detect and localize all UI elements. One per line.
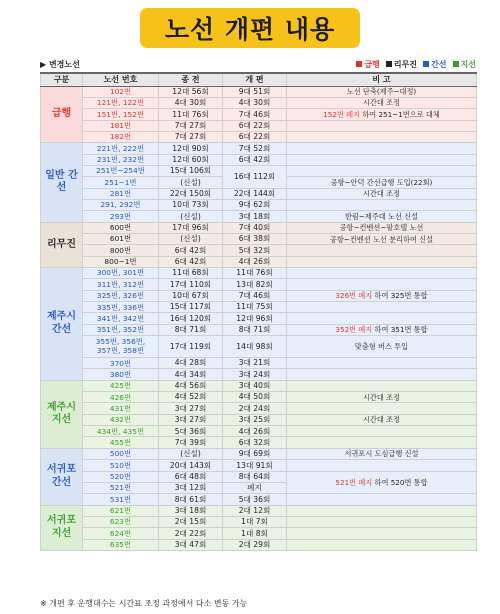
table-row (41, 448, 477, 459)
remarks-cell (287, 120, 477, 131)
before-cell: (신설) (159, 211, 223, 222)
before-cell: 15대 117회 (159, 302, 223, 313)
after-cell: 폐지 (223, 482, 287, 493)
remarks-rest: 하여 251~1번으로 대체 (360, 109, 440, 119)
before-cell: 4대 52회 (159, 392, 223, 403)
route-number-cell: 121번, 122번 (83, 97, 159, 108)
header-route-number: 노선 번호 (83, 73, 159, 86)
route-number-cell: 291, 292번 (83, 199, 159, 210)
remarks-cell (287, 426, 477, 437)
route-number-cell: 426번 (83, 392, 159, 403)
before-cell: 17대 96회 (159, 222, 223, 233)
after-cell: 3대 24회 (223, 369, 287, 380)
route-number-cell: 531번 (83, 494, 159, 505)
after-cell: 22대 144회 (223, 188, 287, 199)
before-cell: 22대 150회 (159, 188, 223, 199)
legend-label: 리무진 (393, 59, 418, 69)
route-number-cell: 521번 (83, 482, 159, 493)
after-cell: 4대 26회 (223, 426, 287, 437)
table-row (41, 460, 477, 471)
remarks-cell (287, 154, 477, 165)
remarks-cell (287, 505, 477, 516)
remarks-cell: 시간대 조정 (287, 392, 477, 403)
remarks-rest: 하여 351번 통합 (372, 325, 428, 335)
after-cell: 6대 22회 (223, 120, 287, 131)
legend-item (453, 59, 476, 70)
after-cell: 2대 29회 (223, 539, 287, 550)
table-row (41, 516, 477, 527)
remarks-cell (287, 460, 477, 471)
remarks-highlight: 326번 폐지 (335, 291, 373, 301)
table-row (41, 211, 477, 222)
legend-item (386, 59, 417, 70)
after-cell: 7대 46회 (223, 290, 287, 301)
after-cell: 7대 46회 (223, 109, 287, 120)
before-cell: 17대 119회 (159, 336, 223, 358)
remarks-cell (287, 165, 477, 176)
table-row (41, 471, 477, 482)
route-number-cell (83, 336, 159, 358)
before-cell: 7대 39회 (159, 437, 223, 448)
after-cell: 11대 75회 (223, 302, 287, 313)
remarks-cell (287, 302, 477, 313)
table-row (41, 120, 477, 131)
after-cell: 4대 50회 (223, 392, 287, 403)
table-row (41, 426, 477, 437)
after-cell: 6대 38회 (223, 233, 287, 244)
table-row (41, 268, 477, 279)
table-row (41, 369, 477, 380)
table-row (41, 233, 477, 244)
remarks-cell: 노선 단축(제주~대정) (287, 86, 477, 97)
remarks-highlight: 352번 폐지 (335, 325, 373, 335)
group-label-jejugan: 제주시 간선 (41, 268, 83, 381)
table-row (41, 86, 477, 97)
remarks-cell (287, 199, 477, 210)
before-cell: 8대 71회 (159, 324, 223, 335)
route-number-cell: 102번 (83, 86, 159, 97)
legend-swatch (356, 61, 362, 67)
before-cell: 12대 90회 (159, 143, 223, 154)
legend-item (356, 59, 379, 70)
before-cell: 12대 56회 (159, 86, 223, 97)
route-number-cell: 624번 (83, 528, 159, 539)
table-row (41, 437, 477, 448)
group-label-seogan: 서귀포 간선 (41, 448, 83, 505)
remarks-cell (287, 143, 477, 154)
remarks-cell: 시간대 조정 (287, 188, 477, 199)
before-cell: 6대 48회 (159, 471, 223, 482)
route-number-cell: 800~1번 (83, 256, 159, 267)
header-before: 종 전 (159, 73, 223, 86)
before-cell: 12대 60회 (159, 154, 223, 165)
after-cell: 1대 7회 (223, 516, 287, 527)
before-cell: 15대 106회 (159, 165, 223, 176)
route-number-cell: 510번 (83, 460, 159, 471)
route-number-cell: 425번 (83, 380, 159, 391)
route-number-cell: 281번 (83, 188, 159, 199)
table-row (41, 336, 477, 358)
remarks-cell (287, 358, 477, 369)
route-number-cell: 335번, 336번 (83, 302, 159, 313)
remarks-cell: 공항~컨벤션 노선 분리하여 신설 (287, 233, 477, 244)
table-row (41, 199, 477, 210)
after-cell: 3대 21회 (223, 358, 287, 369)
table-row (41, 245, 477, 256)
group-label-express: 급행 (41, 86, 83, 143)
route-number-cell: 251~1번 (83, 177, 159, 188)
remarks-cell: 한림~제주대 노선 신설 (287, 211, 477, 222)
remarks-cell (287, 313, 477, 324)
before-cell: 4대 56회 (159, 380, 223, 391)
after-cell: 2대 12회 (223, 505, 287, 516)
table-row (41, 505, 477, 516)
after-cell: 9대 69회 (223, 448, 287, 459)
before-cell: 3대 27회 (159, 403, 223, 414)
legend (356, 59, 476, 70)
before-cell: 5대 36회 (159, 426, 223, 437)
legend-label: 지선 (460, 59, 476, 69)
group-label-jejuji: 제주시 지선 (41, 380, 83, 448)
before-cell: 7대 27회 (159, 131, 223, 142)
remarks-cell (287, 324, 477, 335)
before-cell: (신설) (159, 448, 223, 459)
route-number-cell: 311번, 312번 (83, 279, 159, 290)
after-cell: 7대 40회 (223, 222, 287, 233)
route-number-cell: 251번~254번 (83, 165, 159, 176)
remarks-cell (287, 279, 477, 290)
before-cell: 7대 27회 (159, 120, 223, 131)
page-title: 노선 개편 내용 (140, 8, 360, 48)
before-cell: 2대 15회 (159, 516, 223, 527)
before-cell: 2대 22회 (159, 528, 223, 539)
remarks-cell (287, 528, 477, 539)
route-number-cell: 500번 (83, 448, 159, 459)
remarks-cell: 공항~안덕 간선급행 도입(22회) (287, 177, 477, 188)
route-number-cell: 380번 (83, 369, 159, 380)
table-row (41, 302, 477, 313)
before-cell: (신설) (159, 233, 223, 244)
remarks-rest: 하여 325번 통합 (372, 291, 428, 301)
after-cell: 8대 64회 (223, 471, 287, 482)
after-cell: 5대 32회 (223, 245, 287, 256)
route-number-cell: 800번 (83, 245, 159, 256)
route-number-cell: 455번 (83, 437, 159, 448)
before-cell: 6대 42회 (159, 256, 223, 267)
after-cell: 4대 30회 (223, 97, 287, 108)
route-number-cell: 300번, 301번 (83, 268, 159, 279)
legend-swatch (386, 61, 392, 67)
remarks-cell (287, 516, 477, 527)
group-label-seoji: 서귀포 지선 (41, 505, 83, 550)
after-cell: 3대 18회 (223, 211, 287, 222)
route-number-cell: 231번, 232번 (83, 154, 159, 165)
table-row (41, 392, 477, 403)
table-row (41, 279, 477, 290)
table-row (41, 154, 477, 165)
before-cell: 8대 61회 (159, 494, 223, 505)
before-cell: 3대 18회 (159, 505, 223, 516)
after-cell: 5대 36회 (223, 494, 287, 505)
before-cell: (신설) (159, 177, 223, 188)
route-change-table (40, 72, 477, 551)
remarks-cell (287, 268, 477, 279)
table-row (41, 222, 477, 233)
table-row (41, 494, 477, 505)
section-title: ▶ 변경노선 (40, 59, 80, 69)
remarks-rest: 하여 520번 통합 (372, 477, 428, 487)
route-number-cell: 600번 (83, 222, 159, 233)
remarks-cell: 시간대 조정 (287, 97, 477, 108)
before-cell: 3대 47회 (159, 539, 223, 550)
after-cell: 12대 96회 (223, 313, 287, 324)
after-cell: 14대 98회 (223, 336, 287, 358)
route-number-cell: 635번 (83, 539, 159, 550)
remarks-cell: 공항~컨벤션~팔호텔 노선 (287, 222, 477, 233)
route-number-cell: 431번 (83, 403, 159, 414)
header-category: 구분 (41, 73, 83, 86)
before-cell: 3대 12회 (159, 482, 223, 493)
remarks-cell (287, 369, 477, 380)
route-number-cell: 151번, 152번 (83, 109, 159, 120)
remarks-cell (287, 380, 477, 391)
remarks-cell (287, 539, 477, 550)
table-row (41, 188, 477, 199)
legend-item (423, 59, 446, 70)
route-number-cell: 293번 (83, 211, 159, 222)
remarks-cell (287, 290, 477, 301)
route-number-cell: 623번 (83, 516, 159, 527)
remarks-cell (287, 494, 477, 505)
route-number-line: 357번, 358번 (96, 345, 145, 355)
route-number-cell: 351번, 352번 (83, 324, 159, 335)
table-row (41, 414, 477, 425)
header-after: 개 편 (223, 73, 287, 86)
remarks-cell (287, 256, 477, 267)
before-cell: 11대 68회 (159, 268, 223, 279)
remarks-cell (287, 403, 477, 414)
route-number-cell: 341번, 342번 (83, 313, 159, 324)
before-cell: 3대 27회 (159, 414, 223, 425)
remarks-cell: 서귀포시 도심급행 신설 (287, 448, 477, 459)
route-number-cell: 182번 (83, 131, 159, 142)
after-cell: 16대 112회 (223, 165, 287, 188)
before-cell: 20대 143회 (159, 460, 223, 471)
after-cell: 4대 26회 (223, 256, 287, 267)
table-row (41, 528, 477, 539)
after-cell: 3대 40회 (223, 380, 287, 391)
table-row (41, 313, 477, 324)
route-number-cell: 520번 (83, 471, 159, 482)
after-cell: 6대 32회 (223, 437, 287, 448)
remarks-cell (287, 109, 477, 120)
before-cell: 16대 120회 (159, 313, 223, 324)
remarks-cell (287, 471, 477, 494)
route-number-line: 355번, 356번, (95, 337, 146, 347)
remarks-cell: 맞춤형 버스 투입 (287, 336, 477, 358)
footnote: ※ 개편 후 운행대수는 시간표 조정 과정에서 다소 변동 가능 (40, 599, 248, 608)
route-number-cell: 370번 (83, 358, 159, 369)
table-header-row (41, 73, 477, 86)
header-remarks: 비 고 (287, 73, 477, 86)
after-cell: 2대 24회 (223, 403, 287, 414)
after-cell: 13대 82회 (223, 279, 287, 290)
table-row (41, 403, 477, 414)
table-row (41, 324, 477, 335)
route-number-cell: 221번, 222번 (83, 143, 159, 154)
route-number-cell: 434번, 435번 (83, 426, 159, 437)
before-cell: 4대 34회 (159, 369, 223, 380)
table-row (41, 380, 477, 391)
table-row (41, 143, 477, 154)
table-row (41, 290, 477, 301)
table-row (41, 131, 477, 142)
group-label-limousine: 리무진 (41, 222, 83, 267)
table-row (41, 165, 477, 176)
before-cell: 10대 73회 (159, 199, 223, 210)
before-cell: 17대 110회 (159, 279, 223, 290)
legend-label: 간선 (431, 59, 447, 69)
table-body (41, 86, 477, 550)
table-row (41, 539, 477, 550)
table-row (41, 256, 477, 267)
route-number-cell: 621번 (83, 505, 159, 516)
route-number-cell: 601번 (83, 233, 159, 244)
before-cell: 4대 30회 (159, 97, 223, 108)
remarks-cell (287, 437, 477, 448)
legend-label: 급행 (364, 59, 380, 69)
after-cell: 7대 52회 (223, 143, 287, 154)
after-cell: 8대 71회 (223, 324, 287, 335)
group-label-general: 일반 간선 (41, 143, 83, 222)
remarks-highlight: 521번 폐지 (335, 477, 373, 487)
legend-swatch (453, 61, 459, 67)
table-row (41, 358, 477, 369)
after-cell: 9대 62회 (223, 199, 287, 210)
route-number-cell: 181번 (83, 120, 159, 131)
before-cell: 11대 76회 (159, 109, 223, 120)
remarks-highlight: 152번 폐지 (323, 109, 361, 119)
table-row (41, 109, 477, 120)
after-cell: 13대 91회 (223, 460, 287, 471)
remarks-cell: 시간대 조정 (287, 414, 477, 425)
route-number-cell: 432번 (83, 414, 159, 425)
legend-swatch (423, 61, 429, 67)
route-number-cell: 325번, 326번 (83, 290, 159, 301)
after-cell: 9대 51회 (223, 86, 287, 97)
before-cell: 6대 42회 (159, 245, 223, 256)
section-header (40, 58, 476, 70)
after-cell: 6대 42회 (223, 154, 287, 165)
table-row (41, 97, 477, 108)
before-cell: 10대 67회 (159, 290, 223, 301)
after-cell: 1대 8회 (223, 528, 287, 539)
remarks-cell (287, 131, 477, 142)
after-cell: 11대 76회 (223, 268, 287, 279)
before-cell: 4대 28회 (159, 358, 223, 369)
after-cell: 3대 25회 (223, 414, 287, 425)
after-cell: 6대 22회 (223, 131, 287, 142)
remarks-cell (287, 245, 477, 256)
